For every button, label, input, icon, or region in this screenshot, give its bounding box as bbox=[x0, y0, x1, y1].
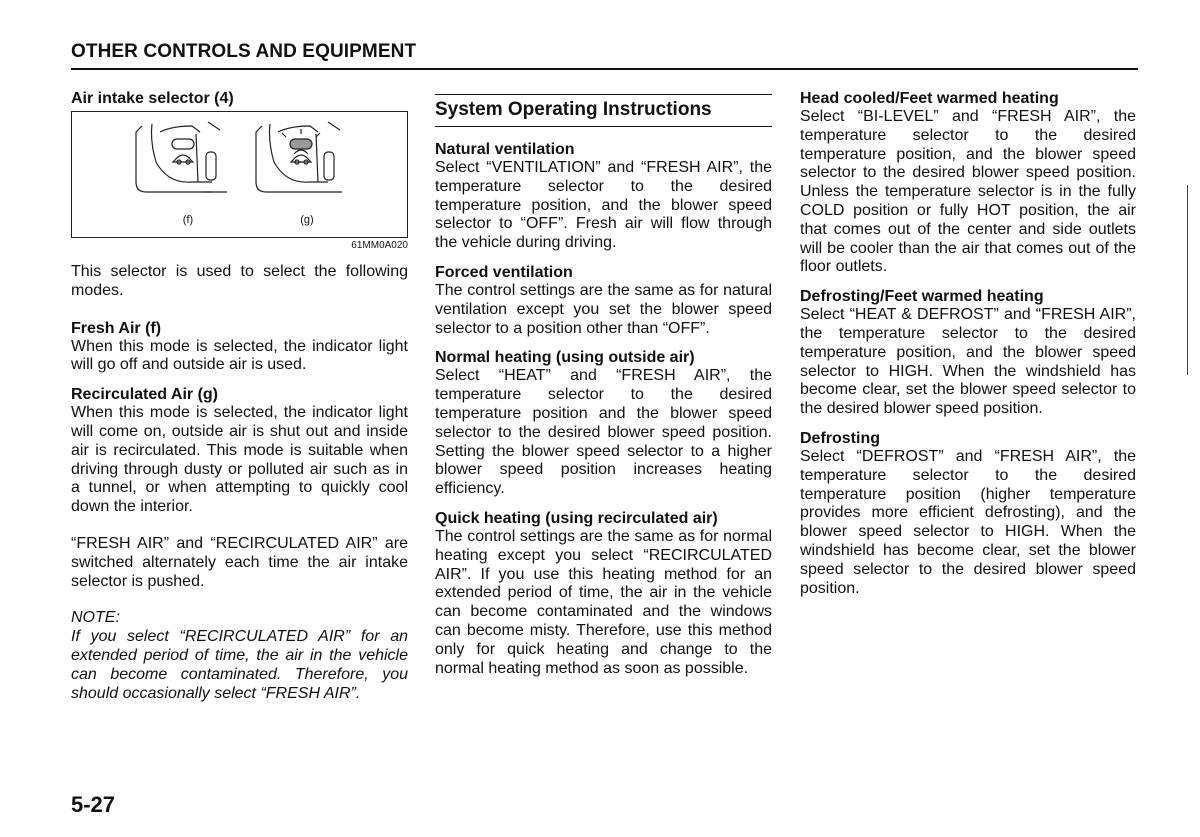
page-number: 5-27 bbox=[71, 792, 116, 817]
forced-ventilation-heading: Forced ventilation bbox=[435, 263, 573, 281]
air-intake-figure bbox=[71, 111, 408, 238]
defrosting-feet-heading: Defrosting/Feet warmed heating bbox=[800, 288, 1044, 306]
fresh-air-text: When this mode is selected, the indicator light will go off and outside air is used. bbox=[71, 337, 408, 374]
column-right bbox=[800, 89, 1136, 598]
defrosting-heading: Defrosting bbox=[800, 429, 880, 447]
note-block bbox=[71, 609, 408, 703]
head-cooled-heading: Head cooled/Feet warmed heating bbox=[800, 90, 1059, 107]
recirculated-air-heading: Recirculated Air (g) bbox=[71, 386, 218, 404]
fresh-air-heading: Fresh Air (f) bbox=[71, 319, 162, 337]
natural-ventilation-heading: Natural ventilation bbox=[435, 141, 575, 158]
forced-ventilation-text: The control settings are the same as for natural ventilation except you set the blower speed selector to a position other than “OFF”. bbox=[435, 281, 772, 337]
air-intake-heading: Air intake selector (4) bbox=[71, 90, 234, 107]
defrosting-feet-text: Select “HEAT & DEFROST” and “FRESH AIR”, the temperature selector to the desired temperature position, and the blower speed selector to HIGH. When the windshield has become clear, set the blower speed selector to the desired blower speed position. bbox=[800, 306, 1136, 418]
fresh-air-button-icon bbox=[136, 122, 227, 192]
figure-code: 61MM0A020 bbox=[351, 240, 408, 251]
quick-heating-heading: Quick heating (using recirculated air) bbox=[435, 509, 718, 527]
defrosting-text: Select “DEFROST” and “FRESH AIR”, the temperature selector to the desired temperature position (higher temperature provides more efficient defrosting), and the blower speed selector to HIGH. When the windshield has become clear, set the blower speed selector to the desired blower speed position. bbox=[800, 447, 1136, 597]
section-title: System Operating Instructions bbox=[435, 94, 772, 127]
recirculated-air-text: When this mode is selected, the indicator light will come on, outside air is shut out and inside air is recirculated. This mode is suitable when driving through dusty or polluted air such as in a tunnel, or when attempting to quickly cool down the interior. bbox=[71, 404, 408, 516]
recirculated-air-button-icon bbox=[256, 122, 342, 192]
column-middle bbox=[435, 94, 772, 678]
note-label: NOTE: bbox=[71, 609, 120, 627]
head-cooled-text: Select “BI-LEVEL” and “FRESH AIR”, the temperature selector to the desired temperature position, and the blower speed selector to the desired blower speed position. Unless the temperature selector is in the fully COLD position or fully HOT position, the air that comes out of the center and side outlets will be cooler than the air that comes out of the floor outlets. bbox=[800, 108, 1136, 276]
note-text: If you select “RECIRCULATED AIR” for an extended period of time, the air in the vehicle can become contaminated. Therefore, you should occasionally select “FRESH AIR”. bbox=[71, 628, 408, 702]
figure-label-f: (f) bbox=[182, 214, 194, 226]
natural-ventilation-text: Select “VENTILATION” and “FRESH AIR”, the temperature selector to the desired temperature position, and the blower speed selector to “OFF”. Fresh air will flow through the vehicle during driving. bbox=[435, 159, 772, 252]
page-header: OTHER CONTROLS AND EQUIPMENT bbox=[71, 40, 1138, 70]
normal-heating-text: Select “HEAT” and “FRESH AIR”, the temperature selector to the desired temperature position and the blower speed selector to the desired blower speed position. Setting the blower speed selector to a higher blower speed position increases heating efficiency. bbox=[435, 367, 772, 498]
quick-heating-text: The control settings are the same as for normal heating except you select “RECIRCULATED AIR”. If you use this heating method for an extended period of time, the air in the vehicle can become contaminated and the windows can become misty. Therefore, use this method only for quick heating and change to the normal heating method as soon as possible. bbox=[435, 527, 772, 677]
switch-text: “FRESH AIR” and “RECIRCULATED AIR” are switched alternately each time the air intake selector is pushed. bbox=[71, 534, 408, 590]
normal-heating-heading: Normal heating (using outside air) bbox=[435, 349, 695, 367]
column-left bbox=[71, 89, 408, 703]
figure-label-g: (g) bbox=[300, 214, 314, 226]
margin-bar bbox=[1187, 185, 1188, 375]
air-intake-intro: This selector is used to select the following modes. bbox=[71, 263, 408, 299]
air-intake-illustration bbox=[72, 112, 407, 237]
